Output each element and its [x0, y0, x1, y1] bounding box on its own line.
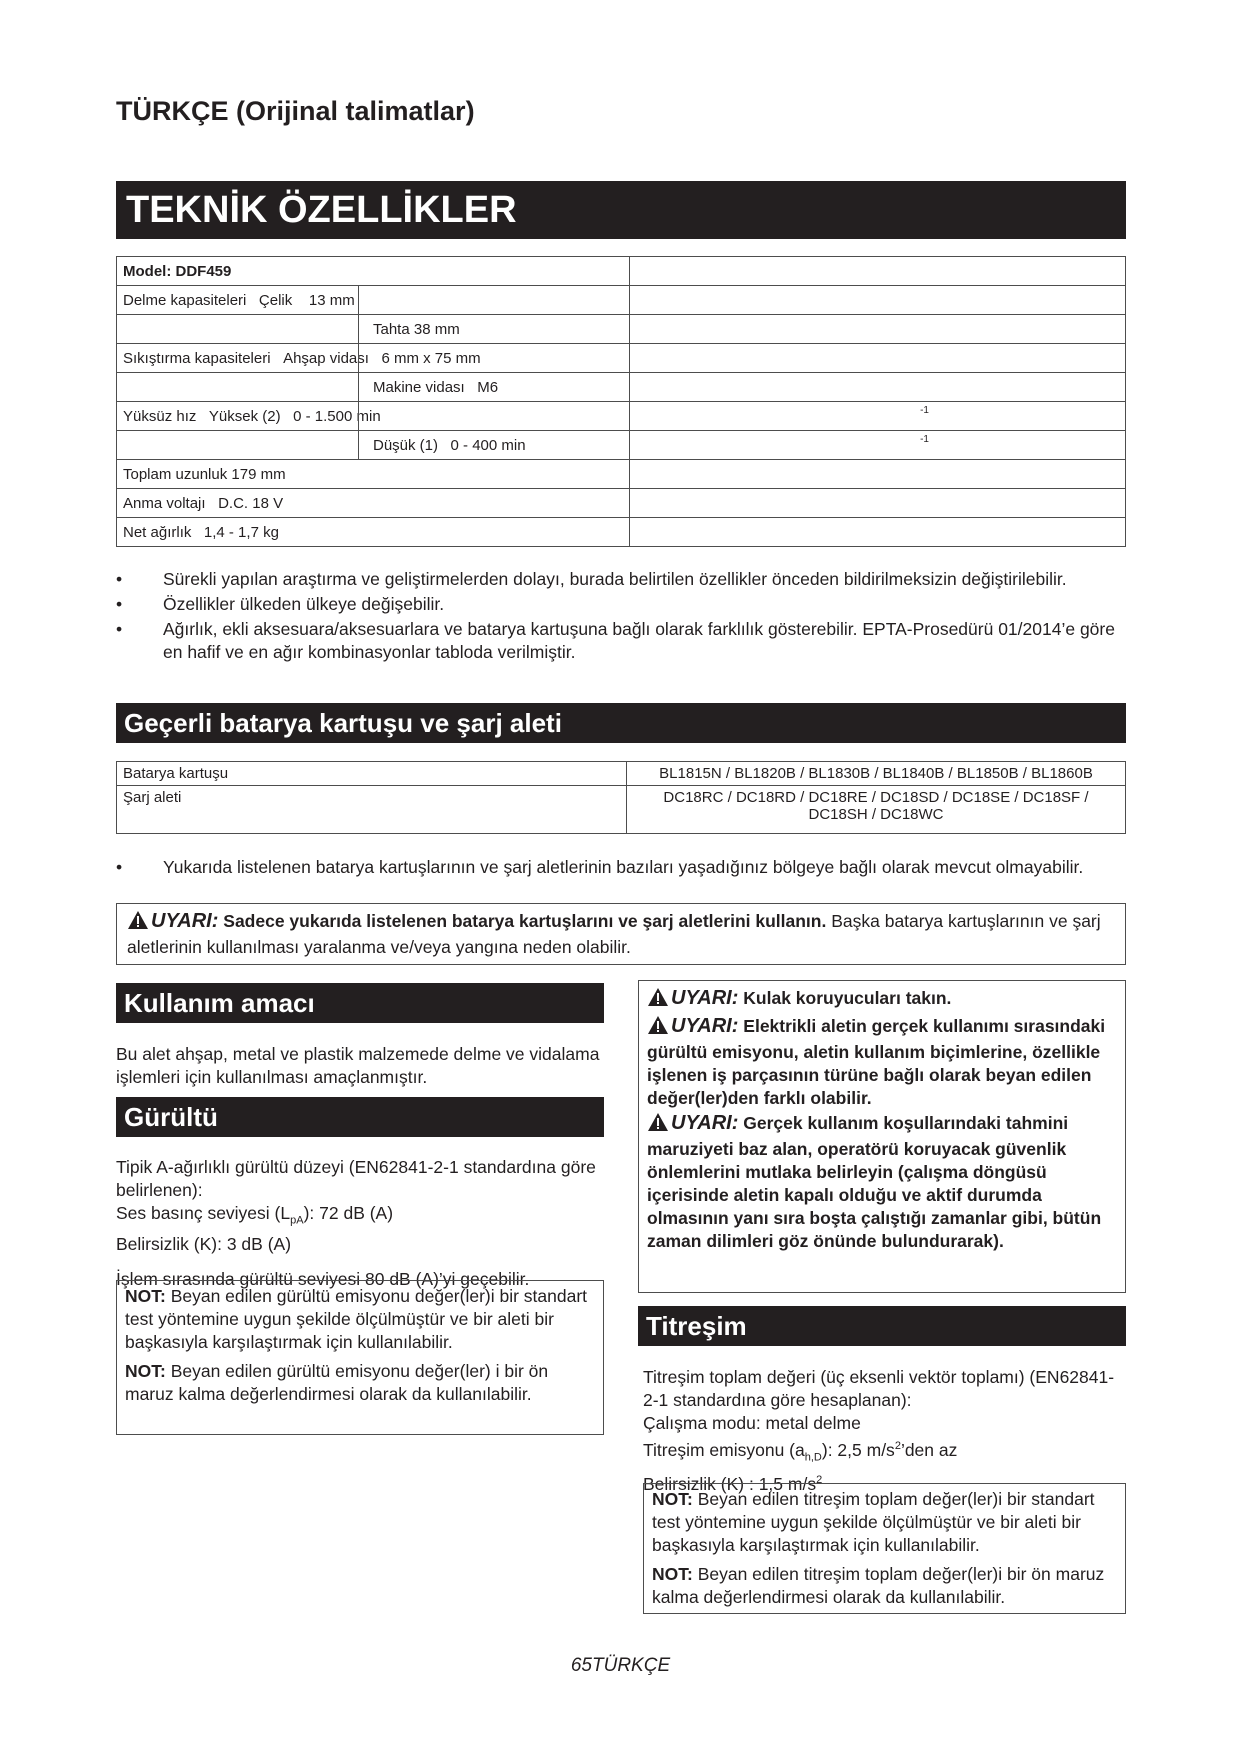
- noise-uncertainty: Belirsizlik (K): 3 dB (A): [116, 1233, 292, 1254]
- warning-item: UYARI: Elektrikli aletin gerçek kullanımı sırasındaki gürültü emisyonu, aletin kullanım biçimlerine, özellikle işlenen iş parçasının türüne bağlı olarak beyan edilen değer(ler)den farklı olabilir.: [647, 1015, 1106, 1108]
- spec-sub: Makine vidası: [373, 378, 465, 396]
- table-row: [117, 489, 1126, 518]
- vibration-mode: Çalışma modu: metal delme: [643, 1413, 861, 1433]
- spec-sub: Ahşap vidası: [283, 349, 369, 367]
- warning-triangle-icon: [647, 1015, 669, 1041]
- table-row: [117, 460, 1126, 489]
- table-row: [117, 286, 1126, 315]
- noise-intro: Tipik A-ağırlıklı gürültü düzeyi (EN62841-2-1 standardına göre belirlenen):: [116, 1157, 596, 1200]
- noise-measurements: [116, 1156, 604, 1291]
- spec-value: 0 - 1.500 min: [293, 407, 381, 425]
- spec-sub: Yüksek (2): [208, 407, 281, 425]
- vibration-intro: Titreşim toplam değeri (üç eksenli vektör toplamı) (EN62841-2-1 standardına göre hesaplanan):: [643, 1367, 1115, 1410]
- table-row: [117, 402, 1126, 431]
- spec-label: Yüksüz hız: [123, 407, 197, 425]
- spec-value: 179 mm: [231, 465, 286, 483]
- spec-exponent: -1: [920, 434, 929, 445]
- table-row: [117, 431, 1126, 460]
- table-row: [117, 315, 1126, 344]
- spec-value: 0 - 400 min: [450, 436, 526, 454]
- battery-notes-list: [116, 856, 1116, 881]
- spec-value: 1,4 - 1,7 kg: [203, 523, 279, 541]
- table-row: [117, 762, 1126, 786]
- warning-text: Başka batarya kartuşlarının ve şarj aletlerinin kullanılması yaralanma ve/veya yangına neden olabilir.: [127, 911, 1101, 957]
- vibration-emission: Titreşim emisyonu $(a_{h,D})$: 2,5 $m/s^2’den$ az: [643, 1439, 958, 1464]
- page-footer: [0, 1655, 1241, 1677]
- spec-value: D.C. 18 V: [218, 494, 284, 512]
- table-row: [117, 373, 1126, 402]
- noise-exceed-text: İşlem sırasında gürültü seviyesi 80 dB (A)’yi geçebilir.: [116, 1268, 530, 1289]
- vibration-uncertainty: Belirsizlik (K) : 1,5 $m/s^2$: [643, 1474, 823, 1495]
- list-item: • Ağırlık, ekli aksesuara/aksesuarlara ve batarya kartuşuna bağlı olarak farklılık gösterebilir. EPTA-Prosedürü 01/2014’e göre en hafif ve en ağır kombinasyonlar tabloda verilmiştir.: [116, 618, 1116, 664]
- page-number: 65: [570, 1655, 592, 1676]
- warning-triangle-icon: [647, 1112, 669, 1138]
- spec-value: 38 mm: [413, 320, 460, 338]
- spec-value: 6 mm x 75 mm: [381, 349, 481, 367]
- spec-notes-list: [116, 568, 1116, 666]
- noise-pressure: Ses basınç seviyesi $(L_{pA})$: 72 dB (A): [116, 1203, 394, 1227]
- warning-item: UYARI: Kulak koruyucuları takın.: [647, 987, 1117, 1013]
- battery-heading: Geçerli batarya kartuşu ve şarj aleti: [116, 703, 1126, 743]
- intended-use-text: Bu alet ahşap, metal ve plastik malzemede delme ve vidalama işlemleri için kullanılması amaçlanmıştır.: [116, 1044, 600, 1087]
- table-row: [117, 518, 1126, 547]
- spec-label: Sıkıştırma kapasiteleri: [123, 349, 271, 367]
- footer-language: TÜRKÇE: [592, 1655, 671, 1676]
- spec-model: Model: DDF459: [117, 257, 630, 286]
- table-row: [117, 344, 1126, 373]
- list-item: • Özellikler ülkeden ülkeye değişebilir.: [116, 593, 1116, 616]
- battery-value: BL1815N / BL1820B / BL1830B / BL1840B / BL1850B / BL1860B: [627, 762, 1126, 786]
- noise-heading: Gürültü: [116, 1097, 604, 1137]
- page-language-title: TÜRKÇE (Orijinal talimatlar): [116, 96, 475, 126]
- warning-triangle-icon: [647, 987, 669, 1013]
- charger-value: DC18RC / DC18RD / DC18RE / DC18SD / DC18SE / DC18SF / DC18SH / DC18WC: [627, 786, 1126, 834]
- noise-warning-box: [638, 980, 1126, 1293]
- spec-label: Net ağırlık: [123, 523, 192, 541]
- spec-value: 13 mm: [308, 291, 355, 309]
- battery-table: [116, 761, 1126, 834]
- warning-item: UYARI: Gerçek kullanım koşullarındaki tahmini maruziyeti baz alan, operatörü koruyacak güvenlik önlemlerini mutlaka belirleyin (çalışma döngüsü içerisinde aletin kapalı olduğu ve aktif durumda olmasının yanı sıra boşta çalıştığı zamanlar gibi, bütün zaman dilimleri göz önünde bulundurarak).: [647, 1112, 1102, 1251]
- note-paragraph: NOT: Beyan edilen gürültü emisyonu değer(ler)i bir standart test yöntemine uygun şekilde ölçülmüştür ve bir aleti bir başkasıyla karşılaştırmak için kullanılabilir.: [125, 1286, 588, 1352]
- table-row: [117, 786, 1126, 834]
- intended-use-heading: Kullanım amacı: [116, 983, 604, 1023]
- spec-value: M6: [477, 378, 499, 396]
- battery-warning-box: [116, 903, 1126, 965]
- warning-label: UYARI:: [151, 910, 219, 932]
- noise-note-box: [116, 1280, 604, 1435]
- spec-label: Toplam uzunluk: [123, 465, 228, 483]
- vibration-heading: Titreşim: [638, 1306, 1126, 1346]
- note-paragraph: NOT: Beyan edilen gürültü emisyonu değer(ler) i bir ön maruz kalma değerlendirmesi olarak da kullanılabilir.: [125, 1361, 549, 1404]
- battery-label: Batarya kartuşu: [117, 762, 627, 786]
- spec-sub: Çelik: [258, 291, 293, 309]
- vibration-note-box: [643, 1483, 1126, 1614]
- charger-label: Şarj aleti: [117, 786, 627, 834]
- spec-sub: Tahta: [373, 320, 410, 338]
- spec-label: Delme kapasiteleri: [123, 291, 247, 309]
- spec-exponent: -1: [920, 405, 929, 416]
- list-item: • Yukarıda listelenen batarya kartuşlarının ve şarj aletlerinin bazıları yaşadığınız bölgeye bağlı olarak mevcut olmayabilir.: [116, 856, 1116, 879]
- note-paragraph: NOT: Beyan edilen titreşim toplam değer(ler)i bir ön maruz kalma değerlendirmesi olarak da kullanılabilir.: [652, 1564, 1105, 1607]
- note-paragraph: NOT: Beyan edilen titreşim toplam değer(ler)i bir standart test yöntemine uygun şekilde ölçülmüştür ve bir aleti bir başkasıyla karşılaştırmak için kullanılabilir.: [652, 1489, 1095, 1555]
- warning-triangle-icon: [127, 910, 149, 936]
- table-row: [117, 257, 1126, 286]
- warning-bold-text: Sadece yukarıda listelenen batarya kartuşlarını ve şarj aletlerini kullanın.: [223, 911, 827, 931]
- vibration-measurements: [643, 1366, 1123, 1496]
- specs-heading: TEKNİK ÖZELLİKLER: [116, 181, 1126, 239]
- spec-label: Anma voltajı: [123, 494, 206, 512]
- spec-sub: Düşük (1): [373, 436, 439, 454]
- specs-table: [116, 256, 1126, 547]
- list-item: • Sürekli yapılan araştırma ve geliştirmelerden dolayı, burada belirtilen özellikler önceden bildirilmeksizin değiştirilebilir.: [116, 568, 1116, 591]
